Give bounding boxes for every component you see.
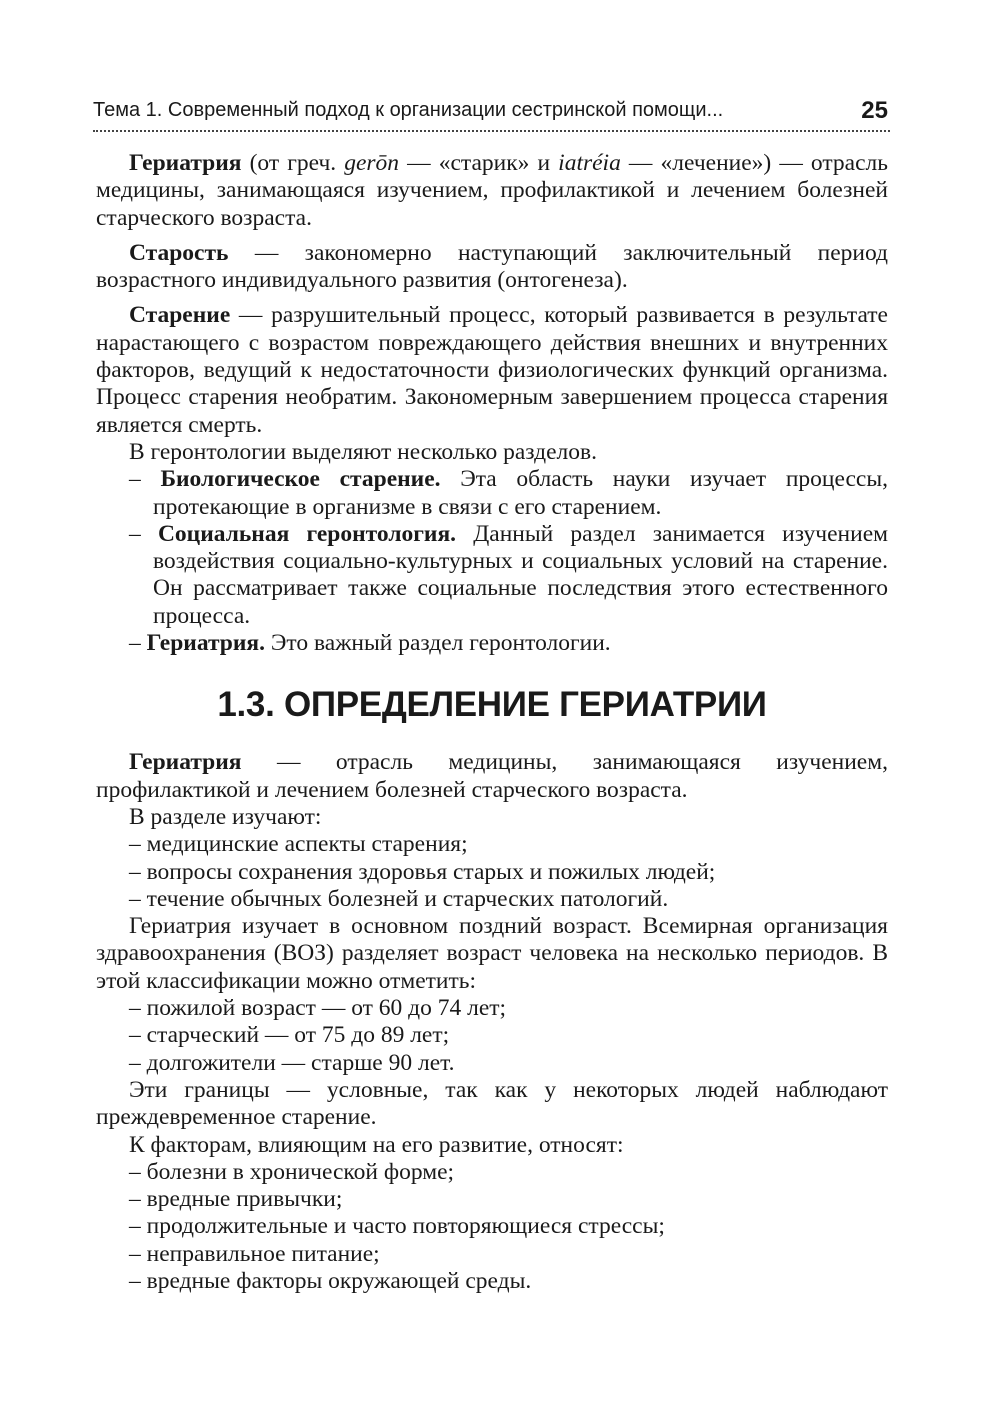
definition-aging: Старение — разрушительный процесс, который развивается в результате нарастающего с возрастом повреждающего действия внешних и внутренних факторов, ведущий к недостаточности физиологических функций организма. Процесс старения необратим. Закономерным завершением процесса старения является смерть. xyxy=(96,302,888,438)
list-item: – старческий — от 75 до 89 лет; xyxy=(129,1022,450,1049)
term: Старость xyxy=(129,239,229,266)
header-title: Тема 1. Современный подход к организации сестринской помощи... xyxy=(93,99,724,121)
paragraph: В разделе изучают: xyxy=(129,803,322,830)
page-body xyxy=(96,150,888,1295)
list-item: – вредные привычки; xyxy=(129,1186,343,1213)
paragraph: Эти границы — условные, так как у некоторых людей наблюдают преждевременное старение. xyxy=(96,1076,888,1131)
term: Гериатрия xyxy=(129,749,242,776)
list-item: – вредные факторы окружающей среды. xyxy=(129,1267,532,1294)
definition-old-age: Старость — закономерно наступающий заключительный период возрастного индивидуального развития (онтогенеза). xyxy=(96,239,888,294)
list-item: – неправильное питание; xyxy=(129,1240,380,1267)
running-header xyxy=(93,97,890,127)
paragraph: К факторам, влияющим на его развитие, относят: xyxy=(129,1131,624,1158)
list-item: – течение обычных болезней и старческих патологий. xyxy=(129,885,669,912)
section-heading: 1.3. ОПРЕДЕЛЕНИЕ ГЕРИАТРИИ xyxy=(217,685,767,725)
list-item: – Биологическое старение. Эта область науки изучает процессы, протекающие в организме в связи с его старением. xyxy=(129,466,889,520)
paragraph: Гериатрия изучает в основном поздний возраст. Всемирная организация здравоохранения (ВОЗ) разделяет возраст человека на несколько периодов. В этой классификации можно отметить: xyxy=(96,913,888,994)
list-item: – долгожители — старше 90 лет. xyxy=(129,1049,455,1076)
list-item: – болезни в хронической форме; xyxy=(129,1158,455,1185)
list-item: – продолжительные и часто повторяющиеся стрессы; xyxy=(129,1213,665,1240)
list-item: – Гериатрия. Это важный раздел геронтологии. xyxy=(129,630,611,657)
definition-geriatrics: Гериатрия — отрасль медицины, занимающаяся изучением, профилактикой и лечением болезней старческого возраста. xyxy=(96,749,888,803)
list-item: – Социальная геронтология. Данный раздел занимается изучением воздействия социально-культурных и социальных условий на старение. Он рассматривает также социальные последствия этого естественного процесса. xyxy=(129,520,888,629)
list-item: – вопросы сохранения здоровья старых и пожилых людей; xyxy=(129,858,716,885)
list-item: – пожилой возраст — от 60 до 74 лет; xyxy=(129,995,507,1022)
header-dotted-rule xyxy=(93,130,890,132)
definition-geriatrics-etymology: Гериатрия (от греч. gerōn — «старик» и iatréia — «лечение») — отрасль медицины, занимающаяся изучением, профилактикой и лечением болезней старческого возраста. xyxy=(96,150,888,231)
term: Старение xyxy=(129,302,231,329)
term: Гериатрия xyxy=(129,150,242,176)
page-number: 25 xyxy=(861,97,888,124)
paragraph: В геронтологии выделяют несколько разделов. xyxy=(129,438,597,465)
list-item: – медицинские аспекты старения; xyxy=(129,831,468,858)
